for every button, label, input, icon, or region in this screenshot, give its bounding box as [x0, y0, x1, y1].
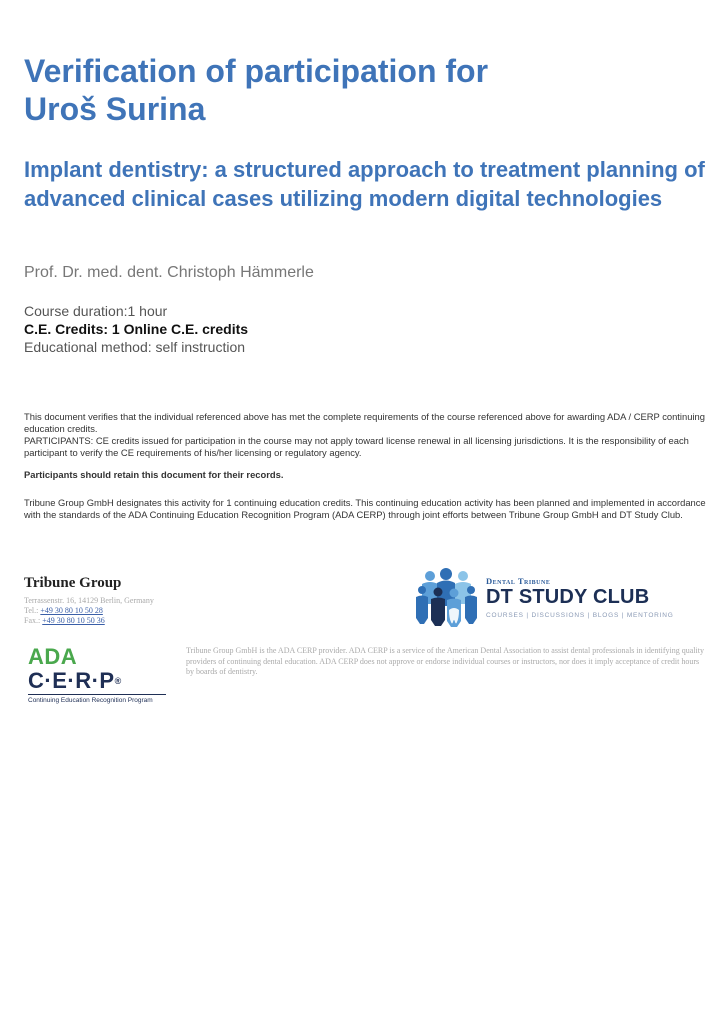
- ada-cerp-wordmark: [28, 645, 168, 693]
- ada-cerp-disclaimer: Tribune Group GmbH is the ADA CERP provider. ADA CERP is a service of the American Dental Association to assist dental professionals in identifying quality providers of continuing dental education. ADA CERP does not approve or endorse individual courses or instructors, nor does it imply acceptance of credit hours by boards of dentistry.: [186, 646, 704, 676]
- retain-note: Participants should retain this document for their records.: [24, 469, 284, 480]
- course-info: [24, 302, 248, 356]
- dt-tagline: COURSES | DISCUSSIONS | BLOGS | MENTORING: [486, 612, 674, 619]
- page-title: [24, 52, 704, 128]
- tel-label: Tel.:: [24, 606, 39, 615]
- participant-name: Uroš Surina: [24, 91, 206, 127]
- provider-contact: [24, 575, 224, 626]
- verification-paragraph: This document verifies that the individual referenced above has met the complete requirements of the course referenced above for awarding ADA / CERP continuing education credits.: [24, 411, 705, 434]
- provider-address: Terrassenstr. 16, 14129 Berlin, Germany: [24, 596, 154, 605]
- tel-link[interactable]: +49 30 80 10 50 28: [40, 606, 103, 615]
- instructor-name: Prof. Dr. med. dent. Christoph Hämmerle: [24, 264, 314, 281]
- course-title-line1: Implant dentistry: a structured approach to treatment planning of: [24, 157, 705, 182]
- ada-caption: Continuing Education Recognition Program: [28, 697, 153, 704]
- fax-link[interactable]: +49 30 80 10 50 36: [42, 616, 105, 625]
- provider-tel: [24, 606, 224, 616]
- provider-name: Tribune Group: [24, 575, 122, 591]
- dt-club-name: DT STUDY CLUB: [486, 586, 650, 608]
- verification-statement: [24, 411, 708, 459]
- page-title-line1: Verification of participation for: [24, 53, 489, 89]
- dt-study-club-logo: [416, 566, 706, 628]
- ada-cerp-logo: [28, 644, 168, 704]
- dt-brand-text: Dental Tribune: [486, 576, 551, 586]
- registered-mark: ®: [114, 676, 122, 686]
- ada-logo-divider: [28, 694, 166, 695]
- ce-credits: C.E. Credits: 1 Online C.E. credits: [24, 321, 249, 337]
- educational-method: Educational method: self instruction: [24, 339, 246, 355]
- provider-fax: [24, 616, 224, 626]
- fax-label: Fax.:: [24, 616, 41, 625]
- course-title-line2: advanced clinical cases utilizing modern digital technologies: [24, 186, 663, 211]
- participants-paragraph: PARTICIPANTS: CE credits issued for participation in the course may not apply toward license renewal in all licensing jurisdictions. It is the responsibility of each participant to verify the CE requirements of his/her licensing or regulatory agency.: [24, 435, 689, 458]
- cerp-text: C·E·R·P: [28, 668, 115, 693]
- people-group-icon: [416, 566, 480, 628]
- course-duration: Course duration:1 hour: [24, 303, 168, 319]
- designation-paragraph: Tribune Group GmbH designates this activity for 1 continuing education credits. This continuing education activity has been planned and implemented in accordance with the standards of the ADA Continuing Education Recognition Program (ADA CERP) through joint efforts between Tribune Group GmbH and DT Study Club.: [24, 497, 706, 520]
- course-title: [24, 155, 714, 213]
- ada-text: ADA: [28, 644, 77, 669]
